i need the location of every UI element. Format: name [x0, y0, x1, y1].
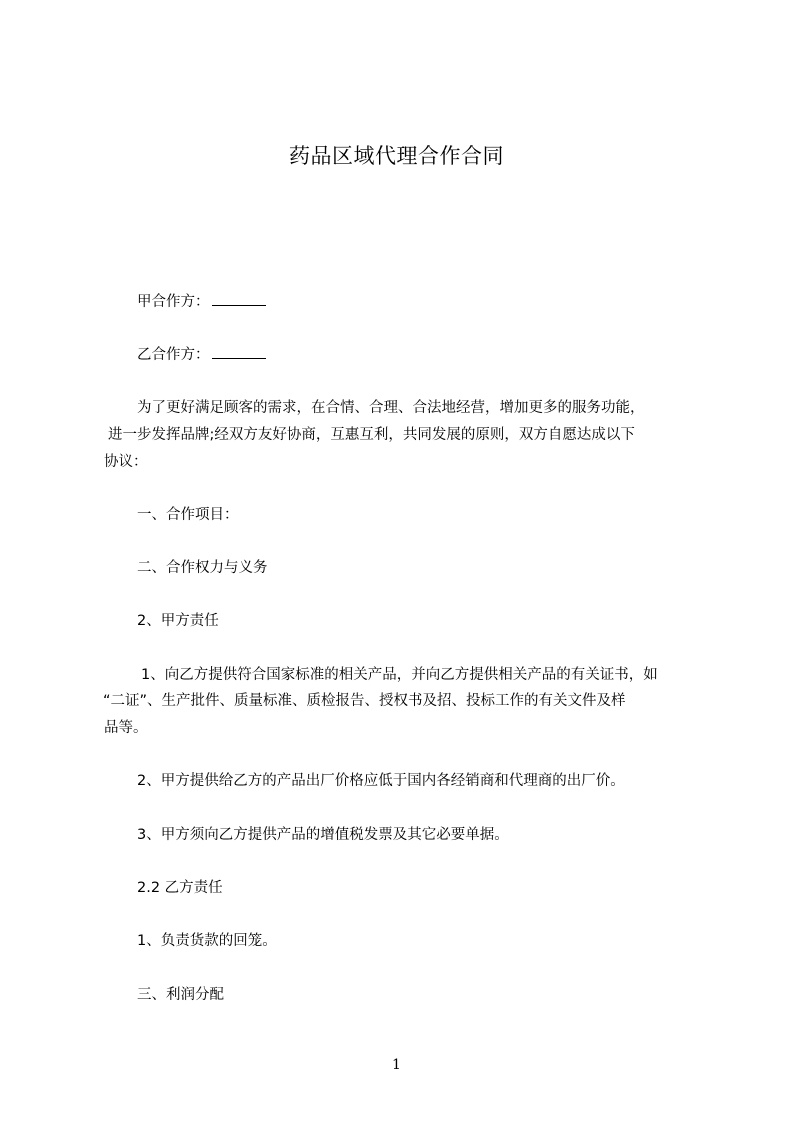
sub-b-heading: 2.2 乙方责任: [137, 880, 223, 896]
a-item1-line-3: 品等。: [104, 720, 148, 736]
page-number: 1: [392, 1057, 401, 1073]
intro-line-1: 为了更好满足顾客的需求，在合情、合理、合法地经营，增加更多的服务功能，: [137, 400, 645, 416]
sub-a-heading: 2、甲方责任: [137, 613, 219, 629]
section2-heading: 二、合作权力与义务: [137, 560, 268, 576]
party-b-label: 乙合作方：: [137, 347, 210, 363]
section3-heading: 三、利润分配: [137, 987, 224, 1003]
party-b-blank: [212, 344, 266, 359]
a-item2: 2、甲方提供给乙方的产品出厂价格应低于国内各经销商和代理商的出厂价。: [137, 773, 625, 789]
a-item1-line-2: “二证”、生产批件、质量标准、质检报告、授权书及招、投标工作的有关文件及样: [103, 693, 626, 709]
a-item1-line-1: 1、向乙方提供符合国家标准的相关产品，并向乙方提供相关产品的有关证书，如: [141, 667, 658, 683]
party-a-label: 甲合作方：: [137, 294, 210, 310]
b-item1: 1、负责货款的回笼。: [137, 933, 277, 949]
party-a-line: [137, 291, 266, 312]
section1-heading: 一、合作项目：: [137, 507, 239, 523]
intro-line-2: 进一步发挥品牌;经双方友好协商，互惠互利，共同发展的原则，双方自愿达成以下: [108, 427, 635, 443]
document-title: 药品区域代理合作合同: [289, 144, 504, 168]
party-a-blank: [212, 291, 266, 306]
party-b-line: [137, 344, 266, 365]
intro-line-3: 协议：: [104, 454, 148, 470]
a-item3: 3、甲方须向乙方提供产品的增值税发票及其它必要单据。: [137, 827, 509, 843]
